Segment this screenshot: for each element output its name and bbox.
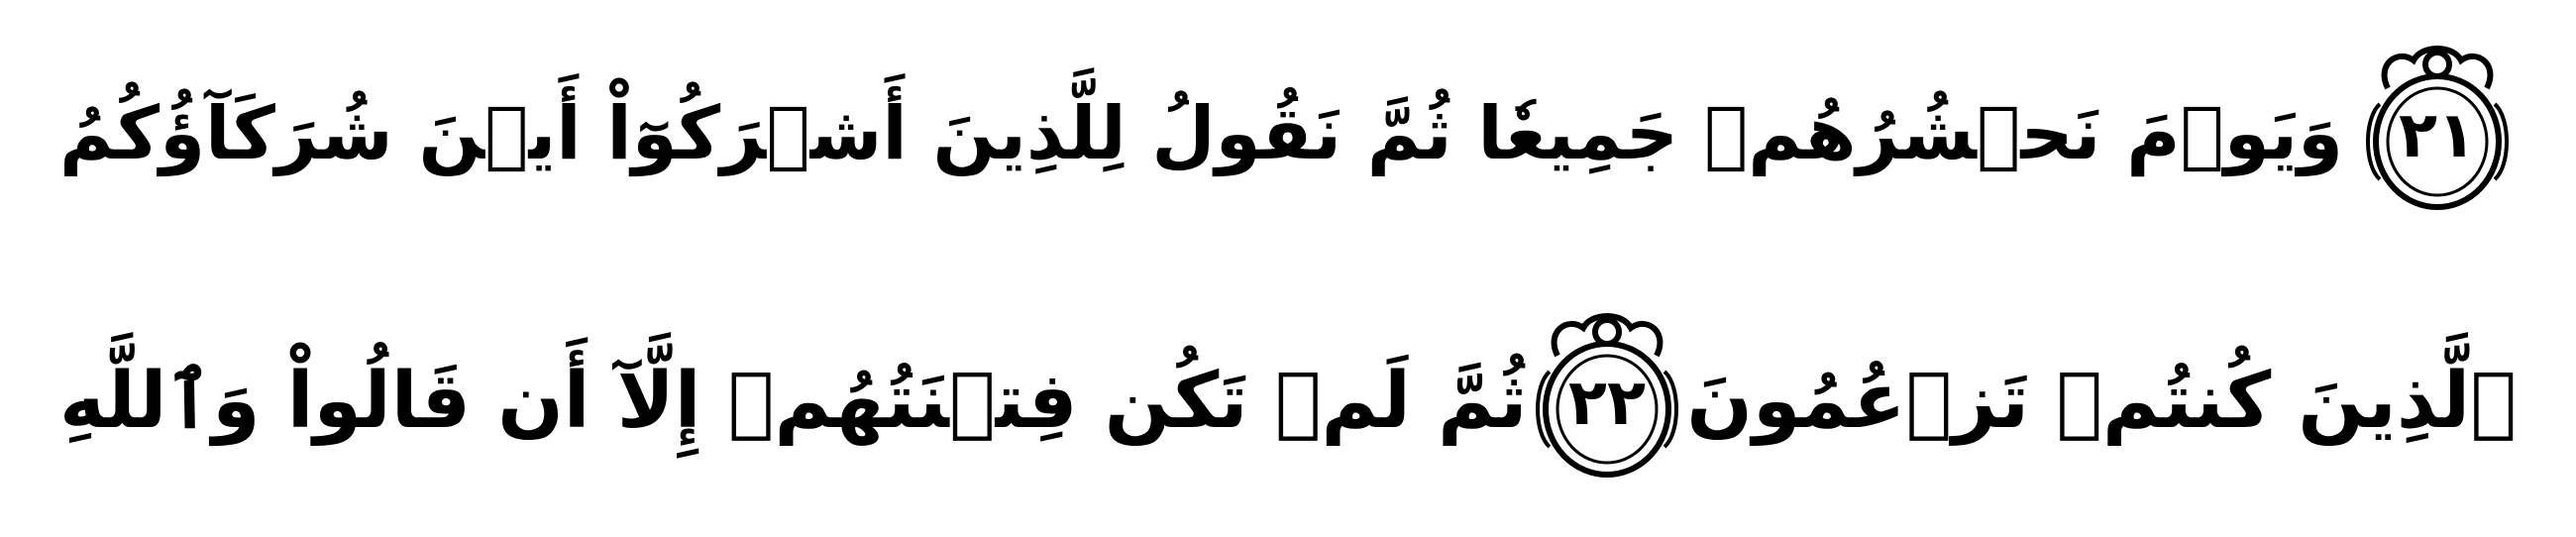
quran-line-1 (59, 20, 2517, 248)
verse-number: ٢٢ (1567, 367, 1647, 440)
verse-text: ٱلَّذِينَ كُنتُمۡ تَزۡعُمُونَ (1686, 357, 2517, 446)
quran-line-2 (59, 287, 2517, 515)
verse-number: ٢١ (2398, 99, 2477, 172)
verse-text: وَيَوۡمَ نَحۡشُرُهُمۡ جَمِيعٗا ثُمَّ نَقُولُ لِلَّذِينَ أَشۡرَكُوٓاْ أَيۡنَ شُرَكَآؤُكُمُ (59, 91, 2344, 176)
verse-text: ثُمَّ لَمۡ تَكُن فِتۡنَتُهُمۡ إِلَّآ أَن قَالُواْ وَٱللَّهِ (59, 357, 1528, 446)
verse-end-marker (2358, 35, 2517, 233)
verse-end-marker (1528, 302, 1686, 500)
